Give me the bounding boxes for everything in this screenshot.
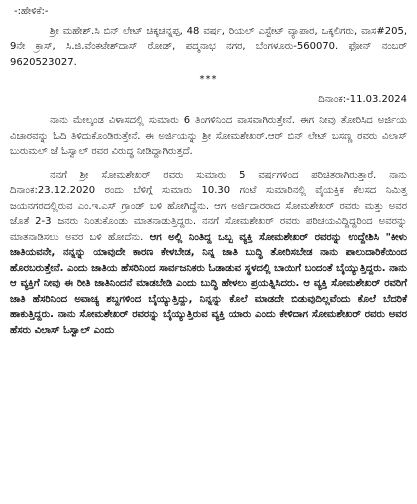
paragraph-2-bold: ಆಗ ಅಲ್ಲಿ ನಿಂತಿದ್ದ ಒಬ್ಬ ವ್ಯಕ್ತಿ ಸೋಮಶೇಖರ್ ರವರನ್ನು ಉದ್ದೇಶಿಸಿ "ಕೀಳು ಜಾತಿಯವನೇ, ನನ್ನನ್ನು ಯಾವುದೇ ಕಾರಣ ಕೇಳಬೇಡ, ನಿನ್ನ ಜಾತಿ ಬುದ್ಧಿ ತೋರಿಸಬೇಡ ನಾನು ಪಾಲುದಾರಿಕೆಯಿಂದ ಹೊರಬರುತ್ತೇನೆ. ಎಂದು ಜಾತಿಯ ಹೆಸರಿನಿಂದ ಸಾರ್ವಜನಿಕರು ಓಡಾಡುವ ಸ್ಥಳದಲ್ಲಿ ಬಾಯಿಗೆ ಬಂದಂತೆ ಬೈಯ್ಯುತ್ತಿದ್ದರು. ನಾನು ಆ ವ್ಯಕ್ತಿಗೆ ನೀವು ಈ ರೀತಿ ಜಾತಿನಿಂದನೆ ಮಾಡಬೇಡಿ ಎಂದು ಬುದ್ಧಿ ಹೇಳಲು ಪ್ರಯತ್ನಿಸಿದರು. ಆ ವ್ಯಕ್ತಿ ಸೋಮಶೇಖರ್ ರವರಿಗೆ ಜಾತಿ ಹೆಸರಿನಿಂದ ಅವಾಚ್ಯ ಶಬ್ದಗಳಿಂದ ಬೈಯ್ಯುತ್ತಿದ್ದು, ನಿನ್ನನ್ನು ಕೊಲೆ ಮಾಡದೇ ಬಿಡುವುದಿಲ್ಲವೆಂದು ಕೊಲೆ ಬೆದರಿಕೆ ಹಾಕುತ್ತಿದ್ದರು. ನಾನು ಸೋಮಶೇಖರ್ ರವರನ್ನು ಬೈಯ್ಯುತ್ತಿರುವ ವ್ಯಕ್ತಿ ಯಾರು ಎಂದು ಕೇಳಿದಾಗ ಸೋಮಶೇಖರ್ ರವರು ಅವರ ಹೆಸರು ವಿಲಾಸ್ ಓಸ್ವಾಲ್ ಎಂದು — [10, 231, 407, 336]
paragraph-1: ನಾನು ಮೇಲ್ಕಂಡ ವಿಳಾಸದಲ್ಲಿ ಸುಮಾರು 6 ತಿಂಗಳಿನಿಂದ ವಾಸವಾಗಿರುತ್ತೇನೆ. ಈಗ ನೀವು ತೋರಿಸಿದ ಅರ್ಜಿಯ ವಿಚಾರವನ್ನು ಓದಿ ತಿಳಿದುಕೊಂಡಿರುತ್ತೇನೆ. ಈ ಅರ್ಜಿಯನ್ನು ಶ್ರೀ ಸೋಮಶೇಖರ್.ಆರ್ ಬಿನ್ ಲೇಟ್ ಬಸಣ್ಣ ರವರು ವಿಲಾಸ್ ಬುರುಮಲ್ ಜೆ ಓಸ್ವಾಲ್ ರವರ ವಿರುದ್ಧ ನೀಡಿದ್ದಾಗಿರುತ್ತದೆ. — [10, 115, 407, 157]
paragraph-gap — [10, 160, 407, 168]
paragraph-2 — [10, 168, 407, 339]
statement-heading: -:ಹೇಳಿಕೆ:- — [14, 6, 49, 17]
statement-date: ದಿನಾಂಕ:-11.03.2024 — [318, 93, 407, 105]
witness-details: ಶ್ರೀ ಮಹೇಶ್.ಸಿ ಬಿನ್ ಲೇಟ್ ಚಿಕ್ಕಚನ್ನಪ್ಪ, 48 ವರ್ಷ, ರಿಯಲ್ ಎಸ್ಟೇಟ್ ವ್ಯಾಪಾರ, ಒಕ್ಕಲಿಗರು, ವಾಸ#205, 9ನೇ ಕ್ರಾಸ್, ಸಿ.ಜಿ.ವೆಂಕಟೇಶ್‌ದಾಸ್ ರೋಡ್, ಪದ್ಮನಾಭ ನಗರ, ಬೆಂಗಳೂರು-560070. ಫೋನ್ ನಂಬರ್ 9620523027. — [10, 25, 407, 68]
paragraph-2-normal: ನನಗೆ ಶ್ರೀ ಸೋಮಶೇಖರ್ ರವರು ಸುಮಾರು 5 ವರ್ಷಗಳಿಂದ ಪರಿಚಿತರಾಗಿರುತ್ತಾರೆ. ನಾನು ದಿನಾಂಕ:23.12.2020 ರಂದು ಬೆಳಿಗ್ಗೆ ಸುಮಾರು 10.30 ಗಂಟೆ ಸುಮಾರಿನಲ್ಲಿ ವೈಯಕ್ತಿಕ ಕೆಲಸದ ನಿಮಿತ್ತ ಜಯನಗರದಲ್ಲಿರುವ ಎಂ.ಇ.ಎಸ್ ಗ್ರಾಂಡ್ ಬಳಿ ಹೋಗಿದ್ದೆನು. ಆಗ ಅರ್ಜಿದಾರರಾದ ಸೋಮಶೇಖರ್ ರವರು ಮತ್ತು ಅವರ ಜೊತೆ 2-3 ಜನರು ನಿಂತುಕೊಂಡು ಮಾತನಾಡುತ್ತಿದ್ದರು. ನನಗೆ ಸೋಮಶೇಖರ್ ರವರು ಪರಿಚಯವಿದ್ದಿದ್ದರಿಂದ ಅವರನ್ನು ಮಾತನಾಡಿಸಲು ಅವರ ಬಳಿ ಹೋದೆನು. — [10, 169, 407, 243]
separator-stars: *** — [199, 74, 218, 85]
